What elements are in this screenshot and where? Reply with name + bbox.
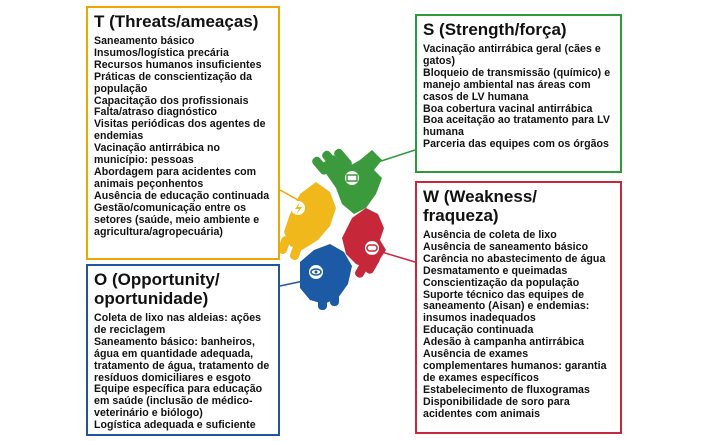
list-item: Logística adequada e suficiente <box>94 419 256 432</box>
pill-icon <box>365 241 379 255</box>
opportunity-list <box>94 313 272 432</box>
weakness-box <box>415 181 622 434</box>
list-item: Vacinação antirrábica no município: pessoas <box>94 142 221 167</box>
list-item: Conscientização da população <box>423 276 580 289</box>
list-item: Saneamento básico: banheiros, água em quantidade adequada, tratamento de água, tratamento de resíduos domiciliares e esgoto <box>94 335 270 384</box>
eye-icon <box>309 265 323 279</box>
list-item: Ausência de coleta de lixo <box>423 229 557 241</box>
strength-title: S (Strength/força) <box>423 20 567 39</box>
strength-box <box>415 14 622 173</box>
list-item: Boa cobertura vacinal antirrábica <box>423 102 593 115</box>
list-item: Carência no abastecimento de água <box>423 252 606 265</box>
list-item: Recursos humanos insuficientes <box>94 58 262 71</box>
list-item: Ausência de educação continuada <box>94 189 270 202</box>
list-item: Ausência de saneamento básico <box>423 240 589 253</box>
strength-list <box>423 44 614 151</box>
list-item: Bloqueio de transmissão (químico) e manejo ambiental nas áreas com casos de LV humana <box>423 66 611 103</box>
money-icon <box>345 171 359 185</box>
lightning-icon <box>291 201 305 215</box>
opportunity-box <box>86 264 280 436</box>
list-item: Abordagem para acidentes com animais peçonhentos <box>94 165 257 190</box>
list-item: Insumos/logística precária <box>94 46 229 59</box>
list-item: Desmatamento e queimadas <box>423 264 568 277</box>
threats-list <box>94 36 272 238</box>
list-item: Boa aceitação ao tratamento para LV humana <box>423 114 611 139</box>
list-item: Ausência de exames complementares humanos: garantia de exames específicos <box>423 348 607 384</box>
list-item: Educação continuada <box>423 324 534 337</box>
weakness-title: W (Weakness/ fraqueza) <box>423 187 538 225</box>
list-item: Gestão/comunicação entre os setores (saúde, meio ambiente e agricultura/agropecuária) <box>94 201 260 238</box>
list-item: Saneamento básico <box>94 35 195 47</box>
list-item: Parceria das equipes com os órgãos <box>423 138 609 151</box>
list-item: Adesão à campanha antirrábica <box>423 336 585 349</box>
list-item: Coleta de lixo nas aldeias: ações de reciclagem <box>94 312 262 336</box>
threats-box <box>86 6 280 260</box>
list-item: Visitas periódicas dos agentes de endemias <box>94 118 266 143</box>
list-item: Equipe específica para educação em saúde (inclusão de médico-veterinário e biólogo) <box>94 383 263 420</box>
connector-threats <box>280 190 298 200</box>
list-item: Vacinação antirrábica geral (cães e gatos) <box>423 43 601 67</box>
list-item: Capacitação dos profissionais <box>94 94 249 107</box>
hand-blue <box>300 244 352 310</box>
list-item: Suporte técnico das equipes de saneamento (Aisan) e endemias: insumos inadequados <box>423 288 590 325</box>
list-item: Estabelecimento de fluxogramas <box>423 383 590 396</box>
weakness-list <box>423 230 614 421</box>
threats-title: T (Threats/ameaças) <box>94 12 259 31</box>
list-item: Práticas de conscientização da população <box>94 70 253 95</box>
list-item: Falta/atraso diagnóstico <box>94 106 218 119</box>
list-item: Disponibilidade de soro para acidentes com animais <box>423 395 570 420</box>
opportunity-title: O (Opportunity/ oportunidade) <box>94 270 220 308</box>
